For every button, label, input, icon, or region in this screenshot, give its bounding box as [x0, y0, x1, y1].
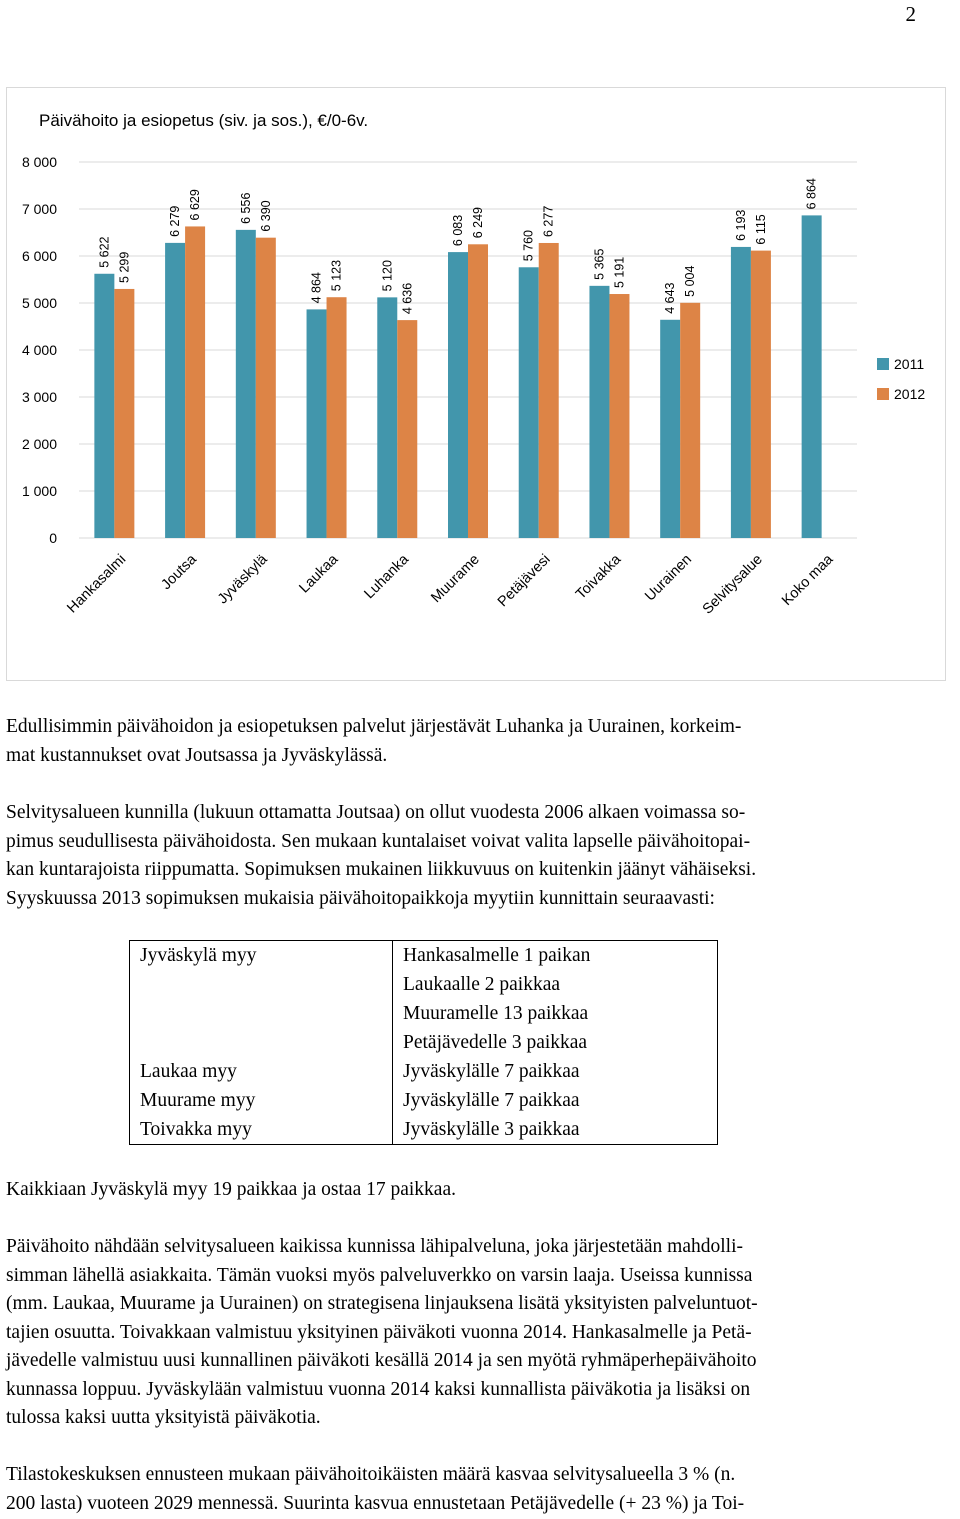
paragraph-1: [6, 713, 956, 770]
total-summary-line: Kaikkiaan Jyväskylä myy 19 paikkaa ja ostaa 17 paikkaa.: [6, 1179, 456, 1200]
bar-2011: [236, 230, 256, 538]
y-tick-label: 6 000: [21, 248, 57, 264]
y-tick-label: 3 000: [21, 389, 57, 405]
buyer-line: Petäjävedelle 3 paikkaa: [403, 1032, 588, 1053]
paragraph-3: [6, 1233, 956, 1433]
x-tick-label: Laukaa: [296, 551, 342, 597]
data-label: 5 123: [329, 259, 344, 292]
bar-2012: [185, 226, 205, 538]
cost-chart: [6, 87, 946, 681]
x-tick-label: Toivakka: [573, 551, 625, 603]
x-tick-label: Muurame: [428, 551, 483, 607]
paragraph-3-line: tulossa kaksi uutta yksityistä päiväkotia.: [6, 1407, 321, 1428]
data-label: 6 249: [471, 207, 485, 239]
bar-2011: [94, 274, 114, 538]
x-tick-label: Selvitysalue: [699, 551, 766, 618]
bar-2012: [397, 320, 417, 538]
legend-swatch: [877, 358, 889, 370]
bar-2011: [307, 309, 327, 538]
y-tick-label: 4 000: [21, 342, 57, 358]
x-tick-label: Petäjävesi: [494, 551, 554, 611]
bar-2011: [660, 320, 680, 538]
paragraph-3-line: kunnassa loppuu. Jyväskylään valmistuu vuonna 2014 kaksi kunnallista päiväkotia ja lisäksi on: [6, 1378, 751, 1400]
buyer-line: Muuramelle 13 paikkaa: [403, 1003, 589, 1024]
bar-2011: [731, 247, 751, 538]
x-tick-label: Uurainen: [642, 551, 696, 605]
data-label: 5 120: [380, 260, 395, 292]
x-tick-label: Jyväskylä: [214, 551, 271, 608]
paragraph-3-line: (mm. Laukaa, Muurame ja Uurainen) on strategisena linjauksena lisätä yksityisten palveluntuot-: [6, 1293, 758, 1314]
paragraph-4-line: 200 lasta) vuoteen 2029 mennessä. Suurinta kasvua ennustetaan Petäjävedelle (+ 23 %) ja Toi-: [6, 1492, 745, 1514]
paragraph-3-line: tajien osuutta. Toivakkaan valmistuu yksityinen päiväkoti vuonna 2014. Hankasalmelle ja Petä-: [6, 1321, 752, 1343]
paragraph-2-line: Syyskuussa 2013 sopimuksen mukaisia päivähoitopaikkoja myytiin kunnittain seuraavasti:: [6, 887, 715, 909]
buyer-line: Jyväskylälle 3 paikkaa: [403, 1119, 580, 1140]
data-label: 5 622: [97, 236, 112, 268]
data-label: 6 277: [541, 205, 556, 237]
bar-2011: [165, 243, 185, 538]
bar-2012: [609, 294, 629, 538]
legend-label: 2011: [894, 356, 925, 372]
data-label: 6 864: [804, 178, 819, 210]
paragraph-3-line: jävedelle valmistuu uusi kunnallinen päiväkoti kesällä 2014 ja sen myötä ryhmäperhepäivähoito: [6, 1350, 757, 1371]
bar-2011: [448, 252, 468, 538]
data-label: 5 004: [683, 265, 698, 297]
buyer-line: Hankasalmelle 1 paikan: [403, 945, 591, 966]
data-label: 4 636: [400, 282, 415, 315]
y-tick-label: 1 000: [21, 483, 57, 499]
paragraph-2-line: pimus seudullisesta päivähoidosta. Sen mukaan kuntalaiset voivat valita lapselle päivähoitopai-: [6, 830, 751, 852]
paragraph-2: [6, 799, 956, 913]
y-tick-label: 0: [49, 530, 57, 546]
buyer-line: Laukaalle 2 paikkaa: [403, 974, 560, 995]
chart-title: Päivähoito ja esiopetus (siv. ja sos.), €/0-6v.: [39, 111, 369, 130]
y-tick-label: 8 000: [21, 154, 57, 170]
bar-2012: [539, 243, 559, 538]
data-label: 6 279: [168, 205, 183, 237]
data-label: 6 193: [733, 209, 748, 241]
daycare-sales-table: [129, 940, 718, 1145]
data-label: 6 083: [451, 214, 465, 247]
data-label: 6 115: [753, 214, 768, 245]
bar-2012: [327, 297, 347, 538]
seller-laukaa: Laukaa myy: [140, 1061, 237, 1082]
buyers-cell: [393, 941, 718, 1145]
data-label: 6 629: [188, 189, 203, 221]
y-tick-label: 7 000: [21, 201, 57, 217]
seller-jyvaskyla: Jyväskylä myy: [140, 945, 257, 966]
bar-2012: [256, 238, 276, 538]
x-tick-label: Hankasalmi: [64, 551, 130, 617]
buyer-line: Jyväskylälle 7 paikkaa: [403, 1090, 580, 1111]
bar-2011: [589, 286, 609, 538]
bar-2012: [680, 303, 700, 538]
paragraph-1-line: mat kustannukset ovat Joutsassa ja Jyväskylässä.: [6, 744, 388, 766]
seller-toivakka: Toivakka myy: [140, 1119, 252, 1140]
paragraph-2-line: kan kuntarajoista riippumatta. Sopimuksen mukainen liikkuvuus on kuitenkin jäänyt vähäiseksi.: [6, 859, 757, 880]
data-label: 4 643: [663, 282, 678, 314]
data-label: 4 864: [309, 272, 324, 304]
data-label: 5 760: [521, 229, 536, 262]
paragraph-4-line: Tilastokeskuksen ennusteen mukaan päivähoitoikäisten määrä kasvaa selvitysalueella 3 % (n.: [6, 1464, 736, 1485]
legend-swatch: [877, 388, 889, 400]
paragraph-3-line: simman lähellä asiakkaita. Tämän vuoksi myös palveluverkko on varsin laaja. Useissa kunnissa: [6, 1264, 753, 1286]
data-label: 6 556: [238, 192, 253, 224]
cost-chart-svg: [7, 88, 947, 682]
page-number: 2: [905, 2, 916, 26]
bar-2011: [519, 267, 539, 538]
data-label: 5 365: [592, 248, 607, 280]
buyer-line: Jyväskylälle 7 paikkaa: [403, 1061, 580, 1082]
data-label: 6 390: [258, 200, 273, 232]
table-row: [130, 941, 718, 1145]
bar-2012: [751, 251, 771, 538]
x-tick-label: Luhanka: [361, 551, 413, 603]
bar-2011: [802, 215, 822, 538]
paragraph-3-line: Päivähoito nähdään selvitysalueen kaikissa kunnissa lähipalveluna, joka järjestetään mahdolli-: [6, 1236, 744, 1257]
total-summary: [6, 1176, 956, 1205]
seller-muurame: Muurame myy: [140, 1090, 256, 1111]
y-tick-label: 5 000: [21, 295, 57, 311]
x-tick-label: Joutsa: [158, 551, 200, 594]
y-tick-label: 2 000: [21, 436, 57, 452]
paragraph-4: [6, 1461, 956, 1518]
paragraph-2-line: Selvitysalueen kunnilla (lukuun ottamatta Joutsaa) on ollut vuodesta 2006 alkaen voimassa so-: [6, 802, 746, 823]
sellers-cell: [130, 941, 393, 1145]
bar-2012: [468, 244, 488, 538]
paragraph-1-line: Edullisimmin päivähoidon ja esiopetuksen palvelut järjestävät Luhanka ja Uurainen, korkeim-: [6, 716, 742, 737]
data-label: 5 191: [612, 256, 627, 289]
bar-2012: [114, 289, 134, 538]
bar-2011: [377, 297, 397, 538]
legend-label: 2012: [894, 386, 926, 402]
x-tick-label: Koko maa: [778, 551, 837, 610]
data-label: 5 299: [117, 251, 132, 283]
